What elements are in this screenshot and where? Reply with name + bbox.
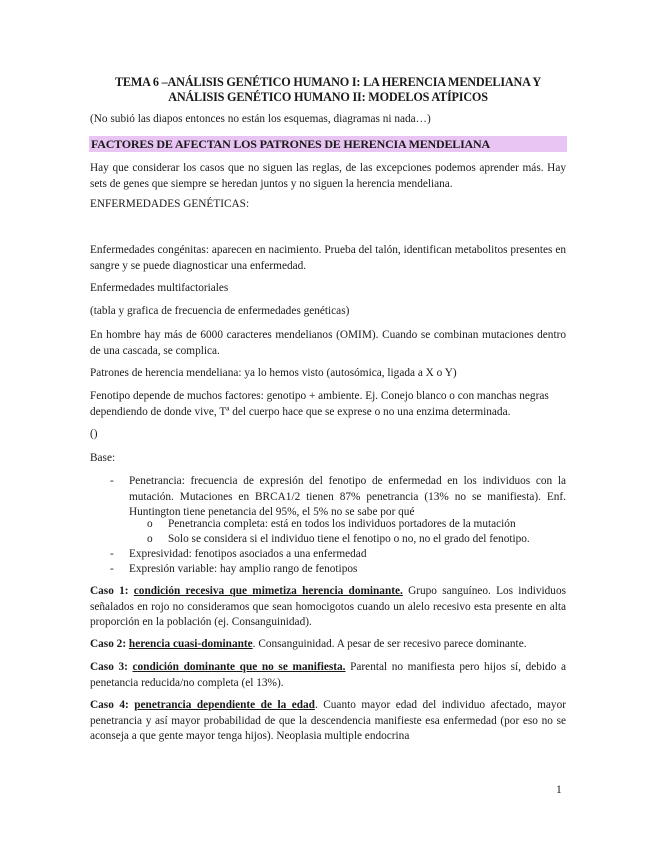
caso-3-title: condición dominante que no se manifiesta.	[132, 661, 346, 673]
caso-4-paragraph	[90, 698, 566, 745]
enfermedades-heading: ENFERMEDADES GENÉTICAS:	[90, 198, 250, 210]
caso-1-label: Caso 1:	[90, 585, 129, 597]
intro-paragraph: Hay que considerar los casos que no siguen las reglas, de las excepciones podemos aprender más. Hay sets de genes que siempre se heredan juntos y no siguen la herencia mendeliana.	[90, 162, 566, 190]
congenitas-paragraph: Enfermedades congénitas: aparecen en nacimiento. Prueba del talón, identifican metabolitos presentes en sangre y se puede diagnosticar una enfermedad.	[90, 244, 566, 272]
sub-bullet-marker: o	[147, 518, 153, 530]
bullet-expresividad-text: Expresividad: fenotipos asociados a una enfermedad	[129, 548, 367, 560]
caso-3-label: Caso 3:	[90, 661, 128, 673]
bullet-dash: -	[110, 475, 114, 487]
caso-3-text: Parental no manifiesta pero hijos sí, debido a penetancia reducida/no completa (el 13%).	[90, 661, 566, 689]
title-line-1: TEMA 6 –ANÁLISIS GENÉTICO HUMANO I: LA HERENCIA MENDELIANA Y	[114, 75, 542, 89]
bullet-dash: -	[110, 563, 114, 575]
bullet-dash: -	[110, 548, 114, 560]
base-label: Base:	[90, 452, 116, 464]
sub-bullet-marker: o	[147, 533, 153, 545]
page-number: 1	[556, 784, 562, 796]
caso-1-title: condición recesiva que mimetiza herencia dominante.	[133, 585, 403, 597]
bullet-penetrancia-text: Penetrancia: frecuencia de expresión del fenotipo de enfermedad en los individuos con la mutación. Mutaciones en BRCA1/2 tienen 87% penetrancia (13% no se manifiesta). Enf. Huntington tiene penetancia del 95%, el 5% no se sabe por qué	[129, 475, 566, 518]
caso-1-text: Grupo sanguíneo. Los individuos señalados en rojo no consideramos que sean homocigotos cuando un alelo recesivo esta presente en alta proporción en la población (ej. Consanguinidad).	[90, 585, 566, 628]
omim-paragraph: En hombre hay más de 6000 caracteres mendelianos (OMIM). Cuando se combinan mutaciones dentro de una cascada, se complica.	[90, 329, 566, 357]
patrones-paragraph: Patrones de herencia mendeliana: ya lo hemos visto (autosómica, ligada a X o Y)	[90, 367, 457, 379]
empty-parens: ()	[90, 428, 98, 440]
page-title	[92, 75, 564, 105]
sub-bullet-completa-text: Penetrancia completa: está en todos los individuos portadores de la mutación	[168, 518, 516, 530]
caso-2-title: herencia cuasi-dominante	[128, 638, 253, 650]
caso-2-paragraph	[90, 637, 566, 653]
sub-bullet-fenotipo-text: Solo se considera si el individuo tiene el fenotipo o no, no el grado del fenotipo.	[168, 533, 530, 545]
fenotipo-paragraph: Fenotipo depende de muchos factores: genotipo + ambiente. Ej. Conejo blanco o con manchas negras dependiendo de donde vive, Tª del cuerpo hace que se exprese o no una enzima determinada.	[90, 390, 549, 418]
multifactoriales-paragraph: Enfermedades multifactoriales	[90, 282, 229, 294]
caso-2-text: . Consanguinidad. A pesar de ser recesivo parece dominante.	[252, 638, 527, 650]
caso-3-paragraph	[90, 660, 566, 691]
caso-4-title: penetrancia dependiente de la edad	[134, 699, 315, 711]
title-line-2: ANÁLISIS GENÉTICO HUMANO II: MODELOS ATÍPICOS	[168, 90, 488, 104]
caso-1-paragraph	[90, 584, 566, 631]
note-paragraph: (No subió las diapos entonces no están los esquemas, diagramas ni nada…)	[90, 113, 431, 125]
caso-4-text: . Cuanto mayor edad del individuo afectado, mayor penetrancia y así mayor probabilidad de que la descendencia manifieste esa enfermedad (por eso no se aconseja a que gente mayor tenga hijos). Neoplasia multiple endocrina	[90, 699, 566, 742]
section-heading: FACTORES DE AFECTAN LOS PATRONES DE HERENCIA MENDELIANA	[89, 136, 567, 152]
caso-4-label: Caso 4:	[90, 699, 129, 711]
caso-2-label: Caso 2:	[90, 638, 127, 650]
tabla-paragraph: (tabla y grafica de frecuencia de enfermedades genéticas)	[90, 305, 350, 317]
bullet-expresion-variable-text: Expresión variable: hay amplio rango de fenotipos	[129, 563, 358, 575]
